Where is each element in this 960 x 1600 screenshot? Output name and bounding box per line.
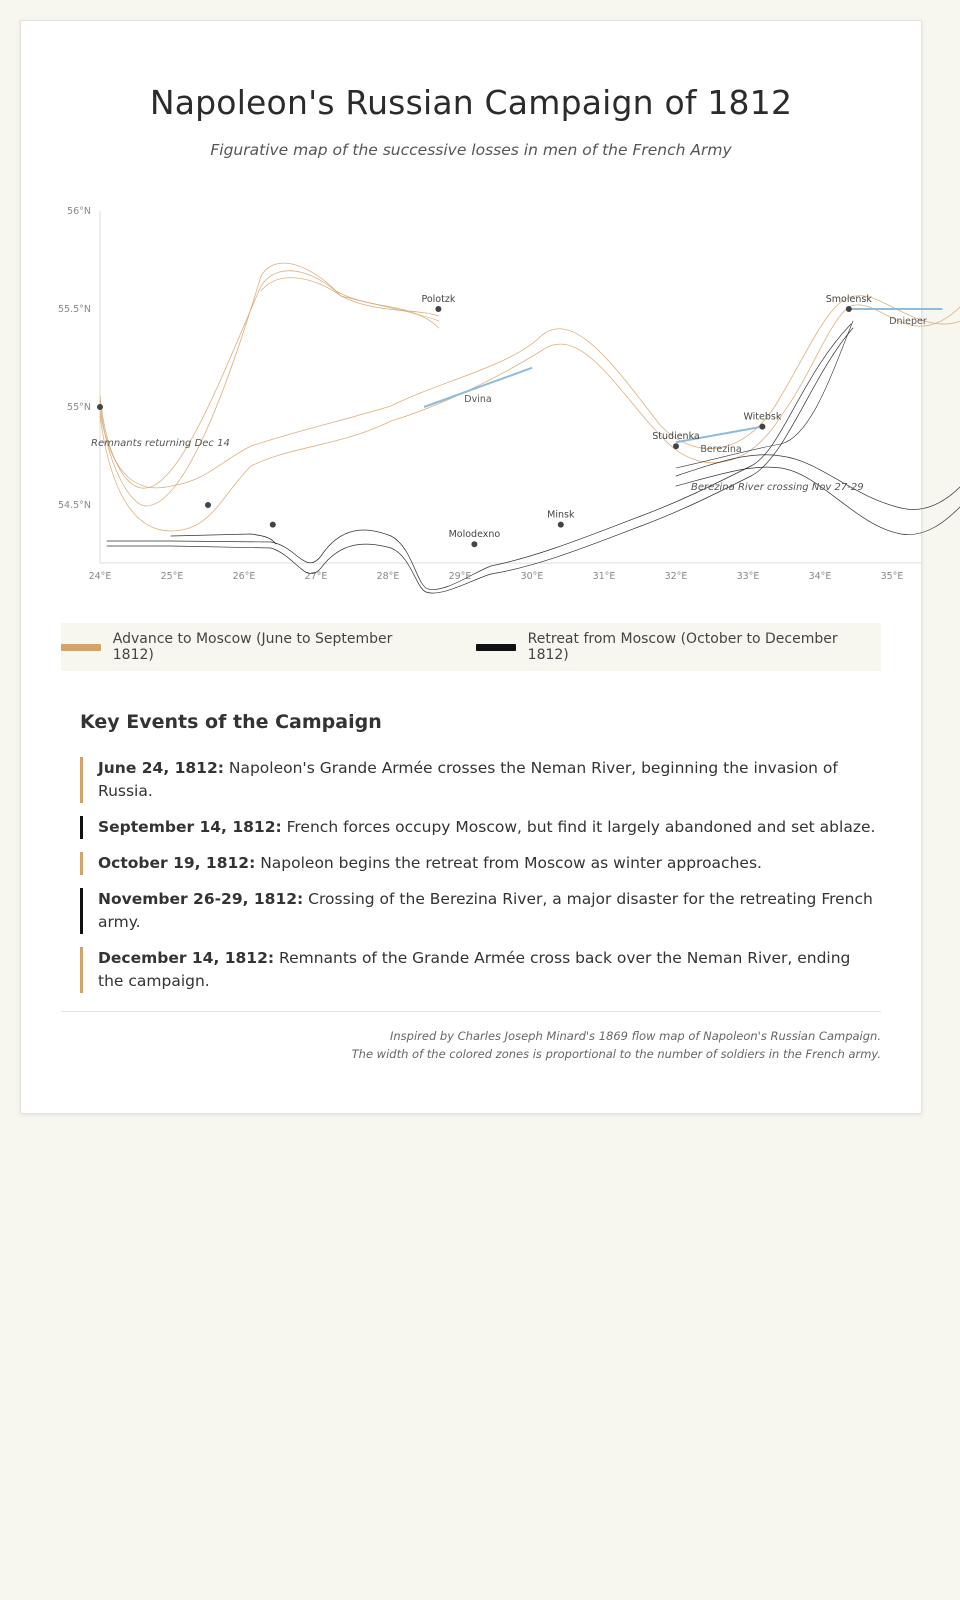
campaign-map xyxy=(21,196,927,606)
x-tick-label: 28°E xyxy=(376,571,400,582)
page-subtitle: Figurative map of the successive losses in men of the French Army xyxy=(210,141,732,159)
map-annotation: Remnants returning Dec 14 xyxy=(91,438,230,449)
map-cities xyxy=(97,294,872,547)
event-text: Napoleon begins the retreat from Moscow as winter approaches. xyxy=(255,854,762,872)
retreat-path xyxy=(676,467,960,534)
city-marker xyxy=(846,306,852,312)
advance-path xyxy=(100,263,439,506)
city-label: Witebsk xyxy=(743,411,782,423)
city-label: Smolensk xyxy=(825,294,872,305)
x-tick-label: 26°E xyxy=(232,571,256,582)
map-annotation: Berezina River crossing Nov 27-29 xyxy=(691,482,864,493)
city-marker xyxy=(471,541,477,547)
city-label: Studienka xyxy=(652,431,700,443)
event-item xyxy=(80,816,880,839)
event-date: September 14, 1812: xyxy=(98,818,282,836)
y-tick-label: 54.5°N xyxy=(57,500,91,511)
x-tick-label: 30°E xyxy=(520,571,544,582)
event-text: Napoleon's Grande Armée crosses the Neman River, beginning the invasion of Russia. xyxy=(98,759,838,800)
x-tick-label: 33°E xyxy=(736,571,760,582)
city-marker xyxy=(97,404,103,410)
river-label: Dvina xyxy=(464,394,492,405)
x-tick-label: 29°E xyxy=(448,571,472,582)
x-tick-label: 24°E xyxy=(88,571,112,582)
x-tick-label: 35°E xyxy=(880,571,904,582)
event-item xyxy=(80,947,880,993)
event-item xyxy=(80,852,880,875)
main-card xyxy=(20,20,927,1114)
y-tick-label: 55.5°N xyxy=(57,304,91,315)
event-item xyxy=(80,888,880,934)
legend-retreat-label: Retreat from Moscow (October to December 1812) xyxy=(527,631,838,663)
map-legend xyxy=(61,623,881,671)
city-label: Molodexno xyxy=(448,529,501,541)
event-text: Crossing of the Berezina River, a major disaster for the retreating French army. xyxy=(98,890,873,931)
retreat-path xyxy=(171,534,276,544)
event-date: October 19, 1812: xyxy=(98,854,256,872)
city-marker xyxy=(270,522,276,528)
city-marker xyxy=(558,522,564,528)
legend-retreat-swatch xyxy=(476,644,516,651)
river-label: Berezina xyxy=(700,444,742,455)
event-text: French forces occupy Moscow, but find it largely abandoned and set ablaze. xyxy=(281,818,876,836)
events-heading: Key Events of the Campaign xyxy=(80,711,382,733)
city-marker xyxy=(759,424,765,430)
legend-advance xyxy=(61,631,436,663)
city-marker xyxy=(435,306,441,312)
legend-advance-label: Advance to Moscow (June to September 1812) xyxy=(112,631,393,663)
x-tick-label: 32°E xyxy=(664,571,688,582)
legend-retreat xyxy=(476,631,881,663)
event-item xyxy=(80,757,880,803)
event-date: June 24, 1812: xyxy=(98,759,224,777)
legend-advance-swatch xyxy=(61,644,101,651)
y-tick-label: 56°N xyxy=(67,206,91,217)
y-tick-label: 55°N xyxy=(67,402,91,413)
x-tick-label: 27°E xyxy=(304,571,328,582)
x-tick-label: 34°E xyxy=(808,571,832,582)
advance-path xyxy=(100,271,439,488)
advance-path xyxy=(100,296,960,488)
map-flows xyxy=(100,263,960,593)
map-annotations xyxy=(91,438,864,493)
city-label: Minsk xyxy=(547,509,575,521)
footer-line-1: Inspired by Charles Joseph Minard's 1869 flow map of Napoleon's Russian Campaign. xyxy=(389,1029,881,1043)
retreat-path xyxy=(107,328,853,593)
events-list xyxy=(80,757,880,1006)
x-tick-label: 25°E xyxy=(160,571,184,582)
advance-path xyxy=(100,305,960,531)
city-marker xyxy=(205,502,211,508)
city-label: Polotzk xyxy=(421,294,456,305)
event-date: November 26-29, 1812: xyxy=(98,890,304,908)
x-tick-label: 31°E xyxy=(592,571,616,582)
event-date: December 14, 1812: xyxy=(98,949,275,967)
page-title: Napoleon's Russian Campaign of 1812 xyxy=(149,83,793,122)
event-text: Remnants of the Grande Armée cross back over the Neman River, ending the campaign. xyxy=(98,949,851,990)
advance-path xyxy=(261,278,439,321)
river-label: Dnieper xyxy=(889,316,927,327)
footer-line-2: The width of the colored zones is proportional to the number of soldiers in the French army. xyxy=(351,1047,881,1061)
footer-divider xyxy=(61,1011,881,1012)
footer-note xyxy=(61,1027,881,1063)
city-marker xyxy=(673,443,679,449)
